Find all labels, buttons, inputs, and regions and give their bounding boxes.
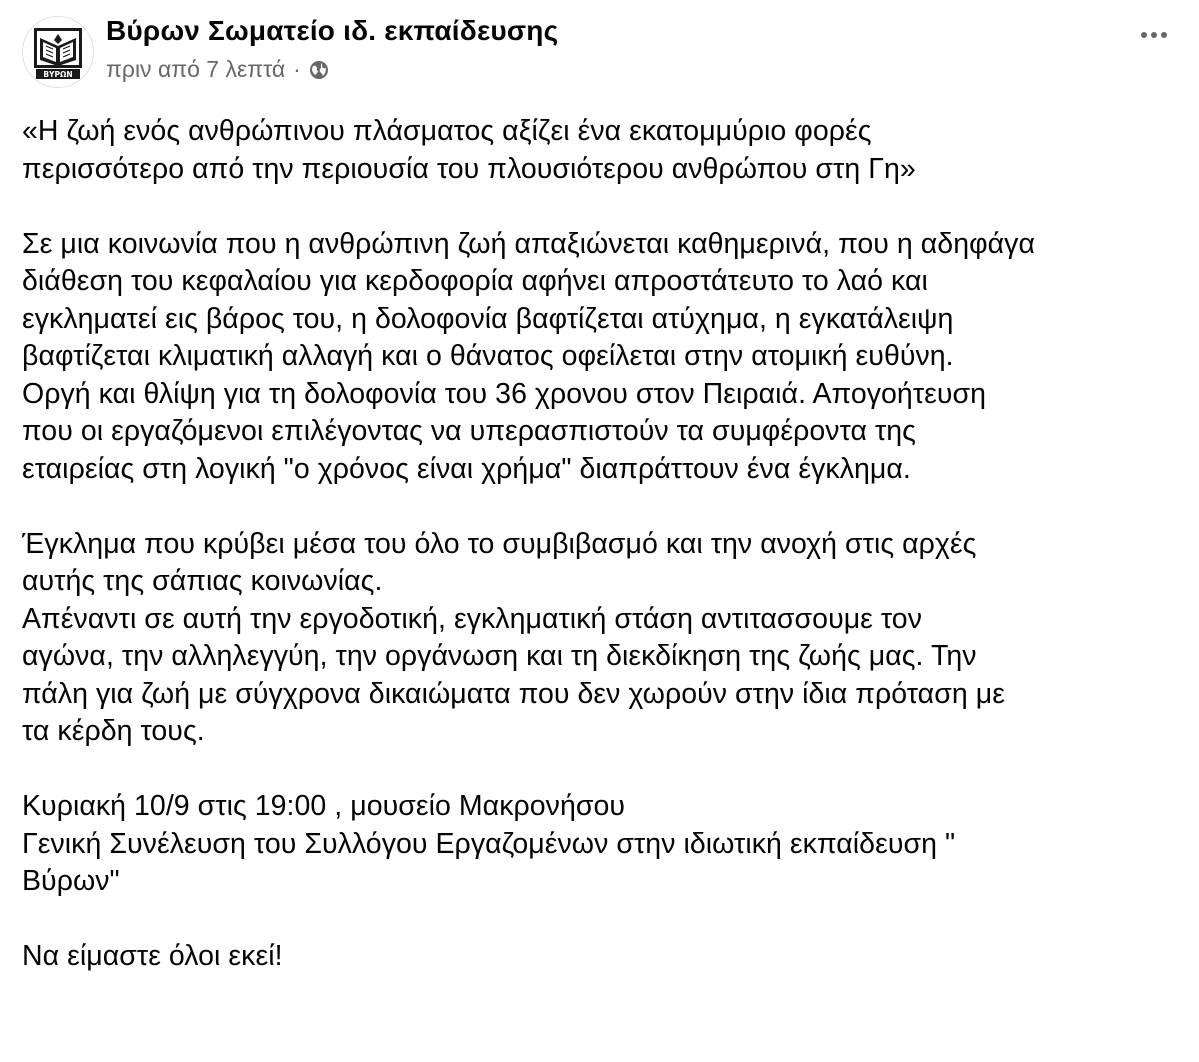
event-date-line: Κυριακή 10/9 στις 19:00 , μουσείο Μακρονήσου — [22, 790, 626, 822]
post-text-line: Απέναντι σε αυτή την εργοδοτική, εγκληματική στάση αντιτασσουμε τον — [22, 602, 922, 635]
post-text-line: Βύρων" — [22, 865, 120, 897]
post-text-line: πάλη για ζωή με σύγχρονα δικαιώματα που δεν χωρούν στην ίδια πρόταση με — [22, 677, 1005, 710]
post-paragraph-statement — [22, 226, 1182, 489]
post-text-line: βαφτίζεται κλιματική αλλαγή και ο θάνατος οφείλεται στην ατομική ευθύνη. — [22, 340, 954, 372]
post-timestamp[interactable]: πριν από 7 λεπτά — [106, 56, 286, 82]
post-text-line: εταιρείας στη λογική "ο χρόνος είναι χρήμα" διαπράττουν ένα έγκλημα. — [22, 452, 911, 485]
post-body — [22, 113, 1182, 1013]
page-avatar[interactable] — [22, 16, 94, 88]
post-text-line: «Η ζωή ενός ανθρώπινου πλάσματος αξίζει ένα εκατομμύριο φορές — [22, 115, 872, 147]
post-text-line: περισσότερο από την περιουσία του πλουσιότερου ανθρώπου στη Γη» — [22, 152, 916, 185]
union-logo-image — [22, 16, 94, 88]
post-text-line: εγκληματεί εις βάρος του, η δολοφονία βαφτίζεται ατύχημα, η εγκατάλειψη — [22, 302, 954, 335]
post-paragraph-event — [22, 788, 1182, 901]
post-text-line: Γενική Συνέλευση του Συλλόγου Εργαζομένων στην ιδιωτική εκπαίδευση " — [22, 827, 956, 860]
post-header — [20, 14, 1180, 84]
post-text-line: αυτής της σάπιας κοινωνίας. — [22, 565, 383, 597]
post-text-line: Σε μια κοινωνία που η ανθρώπινη ζωή απαξιώνεται καθημερινά, που η αδηφάγα — [22, 227, 1035, 260]
post-text-line: τα κέρδη τους. — [22, 715, 205, 747]
post-paragraph-closing — [22, 938, 1182, 976]
post-text-line: αγώνα, την αλληλεγγύη, την οργάνωση και τη διεκδίκηση της ζωής μας. Την — [22, 640, 977, 672]
meta-separator: · — [293, 56, 301, 82]
avatar-label: ΒΥΡΩΝ — [43, 70, 73, 79]
page-name-link[interactable]: Βύρων Σωματείο ιδ. εκπαίδευσης — [106, 15, 559, 46]
post-text-line: Να είμαστε όλοι εκεί! — [22, 940, 283, 972]
globe-icon[interactable] — [309, 60, 329, 80]
post-text-line: που οι εργαζόμενοι επιλέγοντας να υπερασπιστούν τα συμφέροντα της — [22, 415, 916, 447]
post-meta — [106, 56, 329, 83]
post-text-line: Έγκλημα που κρύβει μέσα του όλο το συμβιβασμό και την ανοχή στις αρχές — [22, 527, 977, 560]
post-text-line: Οργή και θλίψη για τη δολοφονία του 36 χρονου στον Πειραιά. Απογοήτευση — [22, 377, 987, 410]
post-paragraph-crime — [22, 526, 1182, 751]
post-text-line: διάθεση του κεφαλαίου για κερδοφορία αφήνει απροστάτευτο το λαό και — [22, 265, 928, 297]
post-paragraph-quote — [22, 113, 1182, 188]
more-options-icon[interactable] — [1134, 18, 1174, 52]
